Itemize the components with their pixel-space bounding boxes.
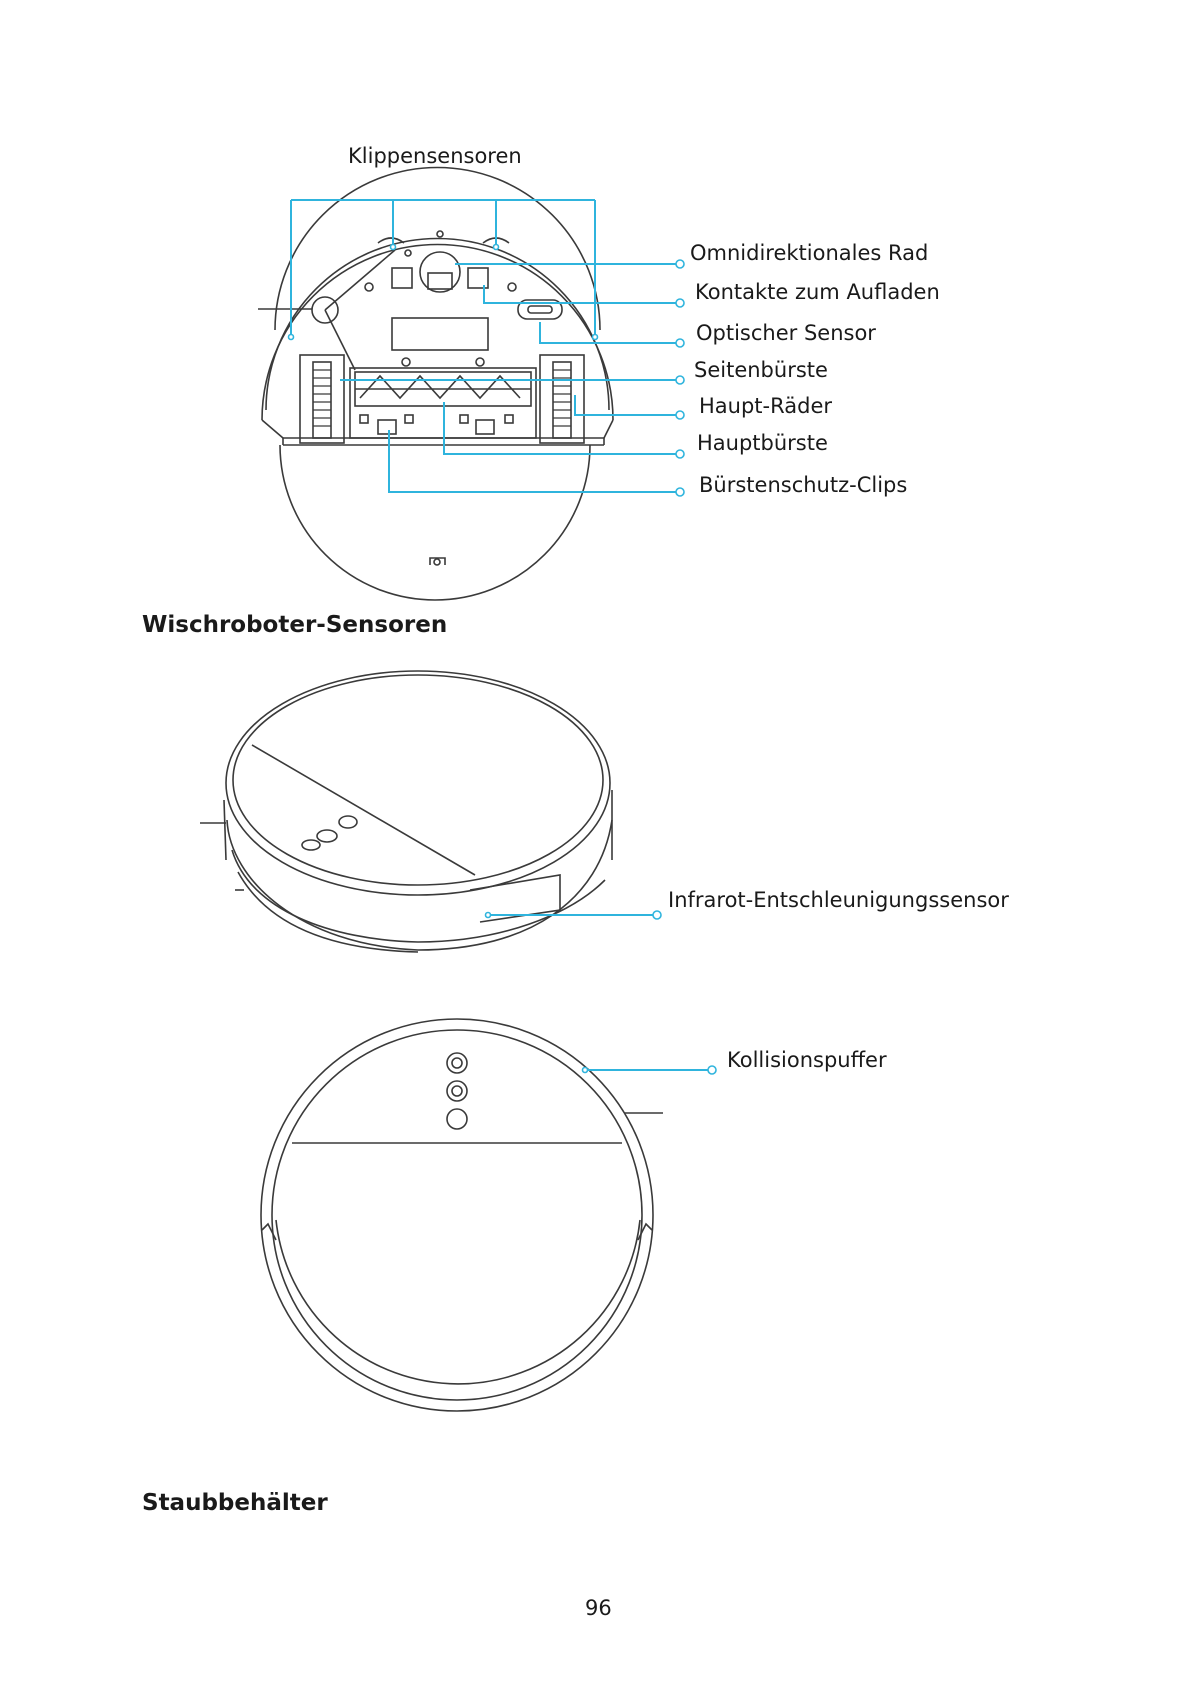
callout-optical-sensor: Optischer Sensor (696, 321, 876, 345)
callout-side-brush: Seitenbürste (694, 358, 828, 382)
callout-ir-sensor: Infrarot-Entschleunigungssensor (668, 888, 1009, 912)
robot-top-view (261, 1019, 716, 1411)
heading-mop-sensors: Wischroboter-Sensoren (142, 612, 448, 638)
callout-main-wheels: Haupt-Räder (699, 394, 832, 418)
callout-charging-contacts: Kontakte zum Aufladen (695, 280, 940, 304)
callout-omni-wheel: Omnidirektionales Rad (690, 241, 929, 265)
page-number: 96 (585, 1596, 612, 1620)
callout-bumper: Kollisionspuffer (727, 1048, 887, 1072)
heading-dustbin: Staubbehälter (142, 1490, 328, 1516)
callout-brush-guard-clips: Bürstenschutz-Clips (699, 473, 908, 497)
robot-side-view (200, 671, 661, 952)
robot-underside-diagram (258, 168, 684, 601)
cliff-sensors-label: Klippensensoren (348, 144, 522, 168)
callout-main-brush: Hauptbürste (697, 431, 828, 455)
